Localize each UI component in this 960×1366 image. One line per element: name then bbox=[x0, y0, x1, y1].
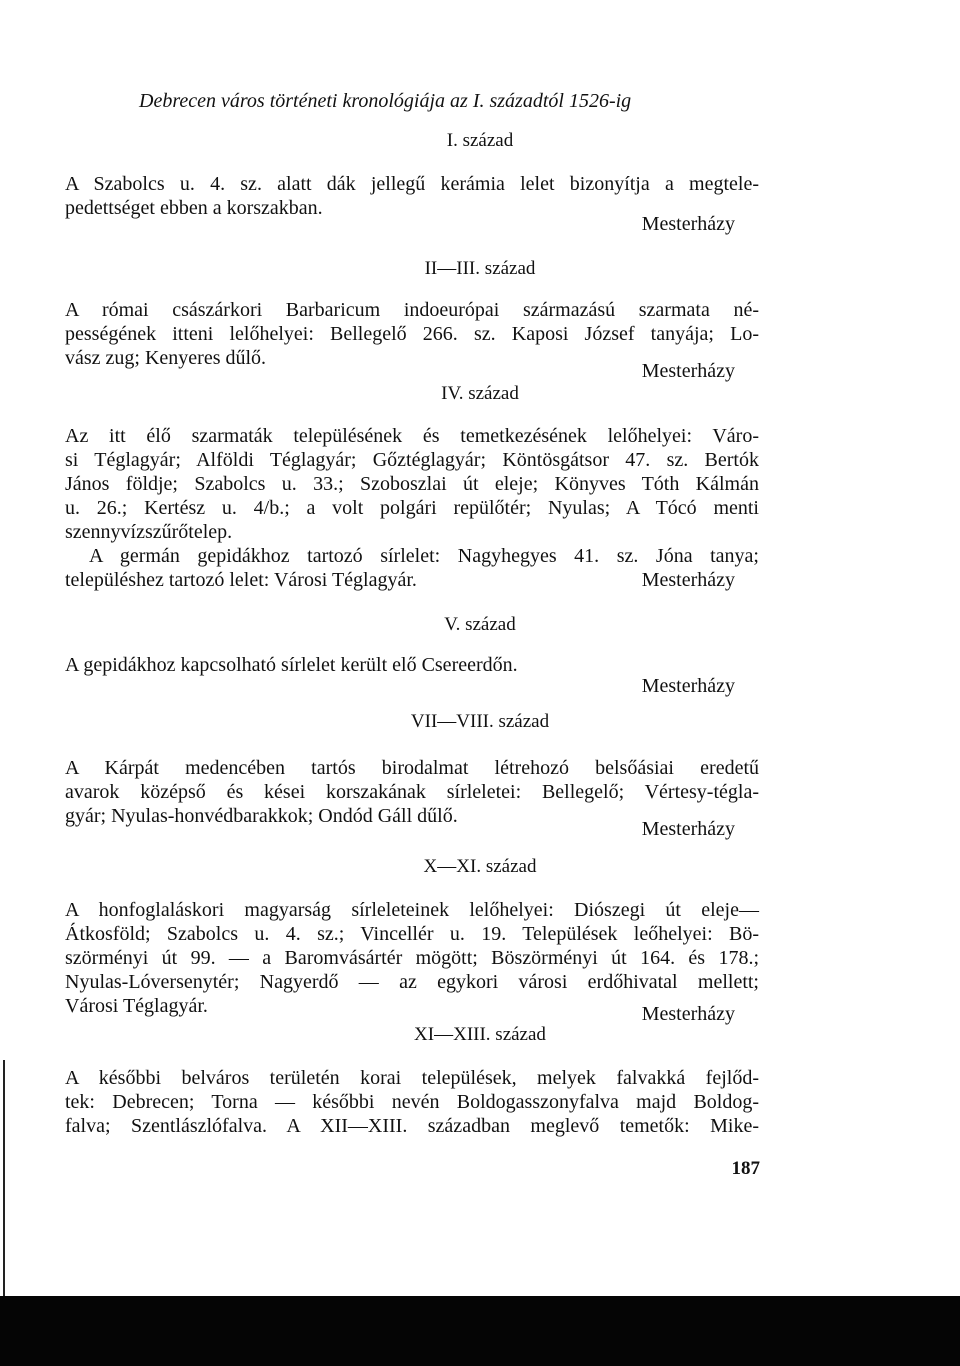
paragraph-line: vász zug; Kenyeres dűlő. bbox=[65, 347, 267, 369]
paragraph-line: A későbbi belváros területén korai települések, melyek falvakká fejlőd- bbox=[65, 1067, 759, 1089]
paragraph-line: településhez tartozó lelet: Városi Téglagyár. bbox=[65, 569, 417, 591]
paragraph-line: Átkosföld; Szabolcs u. 4. sz.; Vincellér u. 19. Települések leőhelyei: Bö- bbox=[65, 923, 759, 945]
section-author: Mesterházy bbox=[641, 213, 735, 235]
section-heading: VII—VIII. század bbox=[410, 711, 550, 732]
section-heading: I. század bbox=[446, 130, 514, 151]
paragraph-line: Városi Téglagyár. bbox=[65, 995, 208, 1017]
scan-edge-line bbox=[3, 1060, 5, 1296]
section-heading: V. század bbox=[444, 614, 516, 635]
running-head: Debrecen város történeti kronológiája az I. századtól 1526-ig bbox=[139, 90, 632, 112]
section-author: Mesterházy bbox=[641, 818, 735, 840]
section-author: Mesterházy bbox=[641, 360, 735, 382]
scan-bottom-band bbox=[0, 1296, 960, 1366]
section-heading: II—III. század bbox=[424, 258, 536, 279]
paragraph-line: pedettséget ebben a korszakban. bbox=[65, 197, 323, 219]
paragraph-line: Nyulas-Lóversenytér; Nagyerdő — az egykori városi erdőhivatal mellett; bbox=[65, 971, 759, 993]
paragraph-line: szennyvízszűrőtelep. bbox=[65, 521, 233, 543]
section-author: Mesterházy bbox=[641, 1003, 735, 1025]
paragraph-line: si Téglagyár; Alföldi Téglagyár; Gőztéglagyár; Köntösgátsor 47. sz. Bertók bbox=[65, 449, 759, 471]
paragraph-line: avarok középső és kései korszakának sírleletei: Bellegelő; Vértesy-tégla- bbox=[65, 781, 759, 803]
paragraph-line: szörményi út 99. — a Baromvásártér mögött; Böszörményi út 164. és 178.; bbox=[65, 947, 759, 969]
paragraph-line: A honfoglaláskori magyarság sírleleteinek lelőhelyei: Diószegi út eleje— bbox=[65, 899, 759, 921]
paragraph-line: falva; Szentlászlófalva. A XII—XIII. században meglevő temetők: Mike- bbox=[65, 1115, 759, 1137]
paragraph-line: A Szabolcs u. 4. sz. alatt dák jellegű kerámia lelet bizonyítja a megtele- bbox=[65, 173, 759, 195]
page-number: 187 bbox=[731, 1158, 760, 1179]
section-paragraph bbox=[65, 424, 759, 592]
section-heading: X—XI. század bbox=[423, 856, 537, 877]
paragraph-line: A Kárpát medencében tartós birodalmat létrehozó belsőásiai eredetű bbox=[65, 757, 759, 779]
paragraph-line: u. 26.; Kertész u. 4/b.; a volt polgári repülőtér; Nyulas; A Tócó menti bbox=[65, 497, 759, 519]
section-heading: IV. század bbox=[441, 383, 519, 404]
paragraph-line: A germán gepidákhoz tartozó sírlelet: Nagyhegyes 41. sz. Jóna tanya; bbox=[89, 545, 759, 567]
paragraph-line: gyár; Nyulas-honvédbarakkok; Ondód Gáll dűlő. bbox=[65, 805, 458, 827]
section-author: Mesterházy bbox=[641, 675, 735, 697]
section-paragraph bbox=[65, 898, 759, 1018]
paragraph-line: A gepidákhoz kapcsolható sírlelet került elő Csereerdőn. bbox=[65, 654, 518, 676]
paragraph-line: Az itt élő szarmaták településének és temetkezésének lelőhelyei: Váro- bbox=[65, 425, 759, 447]
section-paragraph bbox=[65, 1066, 759, 1138]
paragraph-line: János földje; Szabolcs u. 33.; Szoboszlai út eleje; Könyves Tóth Kálmán bbox=[65, 473, 759, 495]
section-author: Mesterházy bbox=[641, 569, 735, 591]
paragraph-line: A római császárkori Barbaricum indoeurópai származású szarmata né- bbox=[65, 299, 759, 321]
paragraph-line: pességének itteni lelőhelyei: Bellegelő 266. sz. Kaposi József tanyája; Lo- bbox=[65, 323, 759, 345]
paragraph-line: tek: Debrecen; Torna — későbbi nevén Boldogasszonyfalva majd Boldog- bbox=[65, 1091, 759, 1113]
section-heading: XI—XIII. század bbox=[414, 1024, 546, 1045]
